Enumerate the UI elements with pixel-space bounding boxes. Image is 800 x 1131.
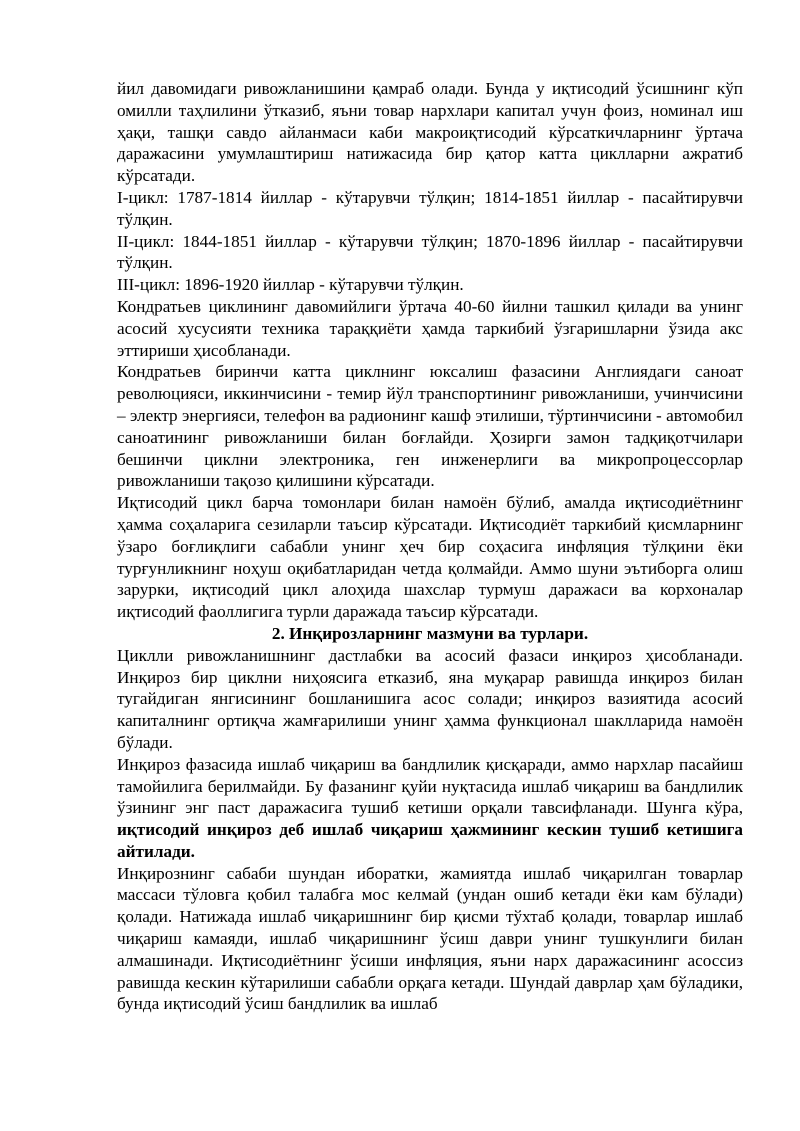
paragraph-kondratiev-phases: Кондратьев биринчи катта циклнинг юксалиш фазасини Англиядаги саноат революцияси, иккинчисини - темир йўл транспортининг ривожланиши, учинчисини – электр энергияси, телефон ва радионинг кашф этилиши, тўртинчисини - автомобил саноатининг ривожланиши билан боғлайди. Ҳозирги замон тадқиқотчилари бешинчи циклни электроника, ген инженерлиги ва микропроцессорлар ривожланиши тақозо қилишини кўрсатади. xyxy=(117,362,743,491)
crisis-definition-bold: иқтисодий инқироз деб ишлаб чиқариш ҳажмининг кескин тушиб кетишига айтилади. xyxy=(117,820,743,861)
paragraph-crisis-definition xyxy=(117,754,743,863)
paragraph-kondratiev-duration: Кондратьев циклининг давомийлиги ўртача 40-60 йилни ташкил қилади ва унинг асосий хусусияти техника тараққиёти ҳамда таркибий ўзгаришларни ўзида акс эттириши ҳисобланади. xyxy=(117,296,743,360)
cycle-3-line: III-цикл: 1896-1920 йиллар - кўтарувчи тўлқин. xyxy=(117,275,464,295)
cycle-1-line: I-цикл: 1787-1814 йиллар - кўтарувчи тўлқин; 1814-1851 йиллар - пасайтирувчи тўлқин. xyxy=(117,187,743,229)
section-heading: 2. Инқирозларнинг мазмуни ва турлари. xyxy=(271,623,589,643)
cycle-2-line: II-цикл: 1844-1851 йиллар - кўтарувчи тўлқин; 1870-1896 йиллар - пасайтирувчи тўлқин. xyxy=(117,231,743,273)
crisis-definition-text: Инқироз фазасида ишлаб чиқариш ва бандлилик қисқаради, аммо нархлар пасайиш тамойилига берилмайди. Бу фазанинг қуйи нуқтасида ишлаб чиқариш ва бандлилик ўзининг энг паст даражасига тушиб кетиши орқали тавсифланади. Шунга кўра, xyxy=(117,754,743,818)
paragraph-crisis-phase: Циклли ривожланишнинг дастлабки ва асосий фазаси инқироз ҳисобланади. Инқироз бир циклни ниҳоясига етказиб, яна муқарар равишда инқироз билан тугайдиган янгисининг бошланишига асос солади; инқироз вазиятида асосий капиталнинг ортиқча жамғарилиши унинг ҳамма функционал шаклларида намоён бўлади. xyxy=(117,645,743,752)
document-page xyxy=(117,78,743,1015)
paragraph-economic-cycle: Иқтисодий цикл барча томонлари билан намоён бўлиб, амалда иқтисодиётнинг ҳамма соҳаларига сезиларли таъсир кўрсатади. Иқтисодиёт таркибий қисмларнинг ўзаро боғлиқлиги сабабли унинг ҳеч бир соҳасига инфляция тўлқини ёки турғунликнинг ноҳуш оқибатларидан четда қолмайди. Аммо шуни эътиборга олиш зарурки, иқтисодий цикл алоҳида шахслар турмуш даражаси ва корхоналар иқтисодий фаоллигига турли даражада таъсир кўрсатади. xyxy=(117,493,743,622)
paragraph-intro: йил давомидаги ривожланишини қамраб олади. Бунда у иқтисодий ўсишнинг кўп омилли таҳлилини ўтказиб, яъни товар нархлари капитал учун фоиз, номинал иш ҳақи, ташқи савдо айланмаси каби макроиқтисодий кўрсаткичларнинг ўртача даражасини умумлаштириш натижасида бир қатор катта циклларни ажратиб кўрсатади. xyxy=(117,79,743,186)
paragraph-crisis-causes: Инқирознинг сабаби шундан иборатки, жамиятда ишлаб чиқарилган товарлар массаси тўловга қобил талабга мос келмай (ундан ошиб кетади ёки кам бўлади) қолади. Натижада ишлаб чиқаришнинг бир қисми тўхтаб қолади, товарлар ишлаб чиқариш камаяди, ишлаб чиқаришнинг ўсиш даври унинг тушкунлиги билан алмашинади. Иқтисодиётнинг ўсиши инфляция, яъни нарх даражасининг асоссиз равишда кескин кўтарилиши сабабли орқага кетади. Шундай даврлар ҳам бўладики, бунда иқтисодий ўсиш бандлилик ва ишлаб xyxy=(117,863,743,1014)
